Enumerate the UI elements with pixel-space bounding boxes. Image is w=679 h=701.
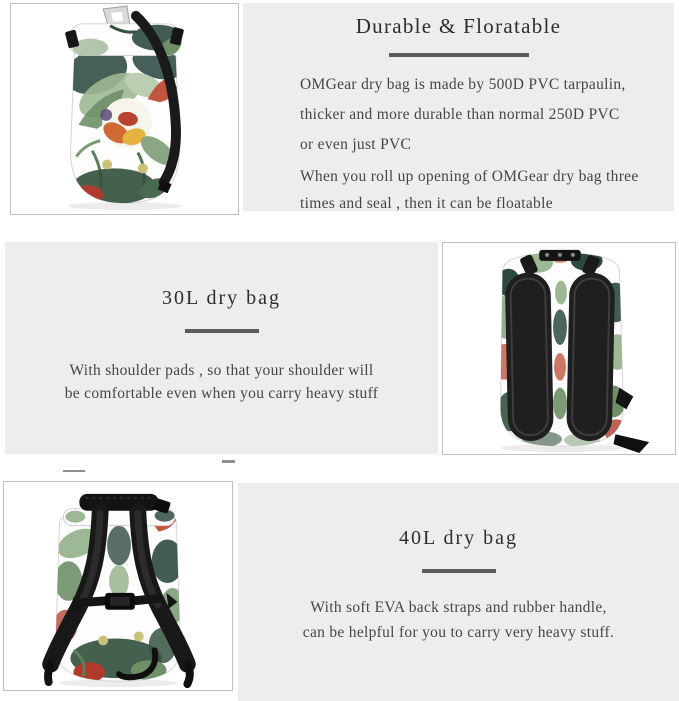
image-frame-front-bag — [10, 3, 239, 215]
section-heading: 40L dry bag — [398, 527, 518, 549]
dry-bag-back-straps-image — [4, 482, 232, 690]
image-frame-shoulder-pads — [442, 242, 676, 455]
section-heading: 30L dry bag — [161, 287, 281, 309]
section-durable-floatable — [243, 3, 674, 211]
stray-mark — [222, 460, 235, 463]
body-line: can be helpful for you to carry very heavy stuff. — [302, 624, 615, 641]
section-heading: Durable & Floratable — [355, 14, 562, 38]
stray-mark — [63, 470, 85, 472]
divider-line — [389, 53, 529, 57]
body-line: be comfortable even when you carry heavy stuff — [64, 385, 379, 402]
body-line: times and seal , then it can be floatable — [300, 195, 553, 212]
section-40l-dry-bag — [238, 483, 679, 701]
divider-line — [422, 569, 496, 573]
floral-dry-bag-front-image — [11, 4, 238, 214]
body-line: With soft EVA back straps and rubber handle, — [310, 599, 607, 616]
section-30l-dry-bag — [5, 242, 438, 454]
dry-bag-back-shoulder-pads-image — [443, 243, 675, 454]
body-line: OMGear dry bag is made by 500D PVC tarpaulin, — [300, 76, 626, 93]
divider-line — [185, 329, 259, 333]
image-frame-back-straps — [3, 481, 233, 691]
paragraph — [243, 163, 674, 217]
body-line: When you roll up opening of OMGear dry bag three — [300, 168, 639, 185]
body-line: thicker and more durable than normal 250D PVC — [300, 106, 620, 123]
paragraph — [238, 595, 679, 645]
body-line: or even just PVC — [300, 136, 412, 153]
paragraph — [5, 359, 438, 405]
paragraph — [243, 70, 674, 160]
body-line: With shoulder pads , so that your shoulder will — [69, 362, 374, 379]
